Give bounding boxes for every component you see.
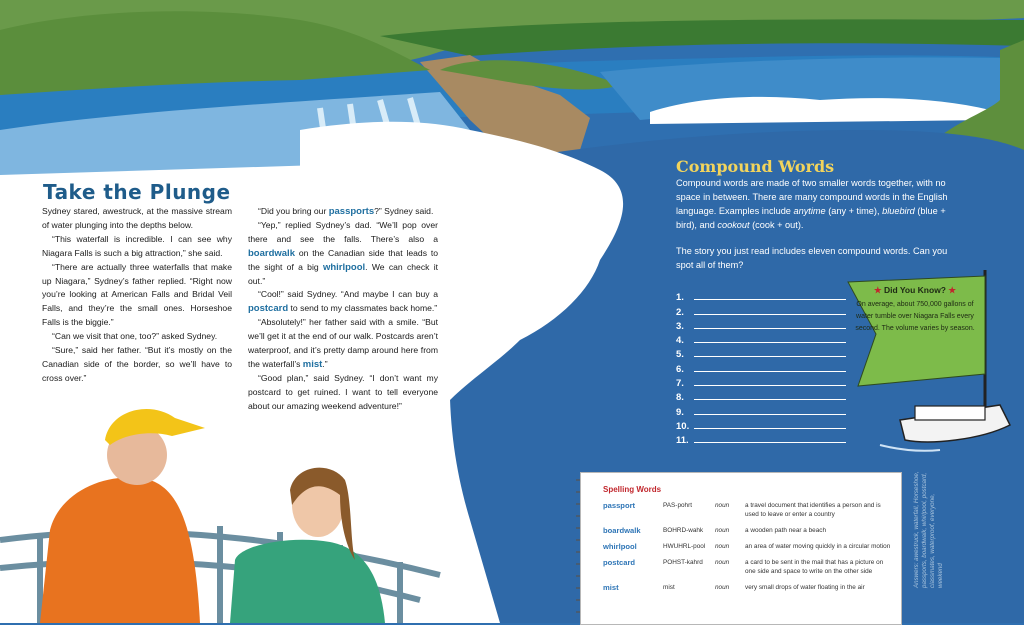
keyword-postcard: postcard: [248, 303, 289, 315]
story-paragraph: [248, 316, 438, 372]
definition: very small drops of water floating in the air: [745, 584, 865, 591]
spelling-word: mist: [603, 583, 619, 592]
story-paragraph: “Can we visit that one, too?” asked Sydney.: [52, 331, 218, 342]
spelling-row: [603, 581, 895, 597]
story-paragraph: Sydney stared, awestruck, at the massive stream of water plunging into the depths below.: [42, 206, 232, 230]
story-paragraph: [248, 288, 438, 316]
pronunciation: BOHRD-wahk: [663, 527, 704, 534]
compound-words-title: Compound Words: [676, 157, 835, 176]
text-run: on the Canadian side that leads to the sight of a big: [248, 247, 438, 272]
text-run: “Cool!” said Sydney. “And maybe I can buy a: [258, 289, 438, 300]
text-run: ?” Sydney said.: [374, 206, 434, 216]
story-paragraph: “Good plan,” said Sydney. “I don’t want my postcard to get ruined. I want to tell everyone about our amazing weekend adventure!”: [248, 372, 438, 411]
example-word: bluebird: [882, 206, 915, 216]
keyword-passports: passports: [328, 206, 375, 217]
did-you-know-heading: Did You Know?: [883, 285, 946, 295]
answer-line[interactable]: [676, 418, 846, 432]
did-you-know-text: On average, about 750,000 gallons of water tumble over Niagara Falls every second. The volume varies by season.: [855, 301, 975, 332]
definition: a card to be sent in the mail that has a picture on one side and space to write on the other side: [745, 559, 884, 575]
spelling-words-card: [580, 472, 902, 625]
spelling-table: [603, 499, 895, 597]
blank-line: [694, 398, 846, 400]
story-paragraph: [248, 219, 438, 289]
pronunciation: mist: [663, 584, 675, 591]
example-word: anytime: [793, 206, 826, 216]
blank-line: [694, 355, 846, 357]
answer-key: [903, 470, 963, 590]
answer-number: 6.: [676, 363, 684, 375]
did-you-know-box: [848, 284, 982, 335]
story-paragraph: “Sure,” said her father. “But it’s mostly on the Canadian side of the border, so we’ll have to cross over.”: [42, 345, 232, 383]
spelling-word: whirlpool: [603, 542, 637, 551]
spelling-word: postcard: [603, 558, 636, 567]
part-of-speech: noun: [715, 543, 730, 550]
text-run: (blue + bird), and: [676, 206, 946, 230]
definition: a travel document that identifies a person and is used to leave or enter a country: [745, 502, 881, 518]
pronunciation: POHST-kahrd: [663, 559, 703, 566]
story-paragraph: “There are actually three waterfalls that make up Niagara,” Sydney’s father replied. “Right now you’re looking at American Falls and Bridal Veil Falls, and they’re the small ones. Horseshoe Falls is the biggie.”: [42, 261, 232, 328]
example-word: cookout: [717, 220, 750, 230]
text-run: . We can check it out.”: [248, 261, 439, 286]
answer-number: 8.: [676, 392, 684, 404]
boat-cabin: [915, 406, 985, 420]
story-title: Take the Plunge: [43, 180, 231, 204]
blank-line: [694, 370, 846, 372]
blank-line: [694, 384, 846, 386]
compound-words-body: [676, 176, 966, 284]
pronunciation: HWUHRL-pool: [663, 543, 706, 550]
spelling-word: passport: [603, 501, 636, 510]
answer-line[interactable]: [676, 403, 846, 417]
answer-number: 1.: [676, 292, 684, 304]
spelling-title: Spelling Words: [603, 485, 662, 494]
text-run: (cook + out).: [749, 220, 804, 230]
blank-line: [694, 298, 846, 300]
text-run: to send to my classmates back home.”: [288, 303, 438, 314]
answer-line[interactable]: [676, 360, 846, 374]
answer-line[interactable]: [676, 332, 846, 346]
text-run: (any + time),: [825, 206, 883, 216]
answer-line[interactable]: [676, 346, 846, 360]
answer-number: 10.: [676, 420, 690, 432]
spelling-word: boardwalk: [603, 526, 641, 535]
part-of-speech: noun: [715, 559, 730, 566]
story-column-2: [248, 205, 438, 414]
story-paragraph: [248, 205, 438, 219]
story-column-1: [42, 205, 232, 386]
blank-line: [694, 341, 846, 343]
blank-line: [694, 413, 846, 415]
definition: an area of water moving quickly in a circular motion: [745, 543, 891, 550]
blank-line: [694, 427, 846, 429]
spelling-row: [603, 556, 895, 581]
answer-number: 11.: [676, 435, 689, 447]
star-icon: ★: [948, 285, 956, 295]
story-paragraph: “This waterfall is incredible. I can see why Niagara Falls is such a big attraction,” she said.: [42, 233, 232, 258]
definition: a wooden path near a beach: [745, 527, 827, 534]
answer-number: 3.: [676, 320, 684, 332]
answer-line[interactable]: [676, 389, 846, 403]
answer-number: 2.: [676, 306, 684, 318]
answer-number: 9.: [676, 406, 684, 418]
answer-line[interactable]: [676, 289, 846, 303]
blank-line: [694, 441, 846, 443]
star-icon: ★: [873, 285, 882, 295]
answer-number: 7.: [676, 378, 684, 390]
text-run: .”: [322, 358, 328, 369]
text-run: “Absolutely!” her father said with a smile. “But we’ll get it at the end of our walk. Postcards aren’t waterproof, and it’s pretty damp around here from the waterfall’s: [248, 317, 438, 369]
blank-line: [694, 313, 846, 315]
text-run: “Yep,” replied Sydney’s dad. “We’ll pop over there and see the falls. There’s also a: [248, 219, 438, 244]
pronunciation: PAS-pohrt: [663, 502, 693, 509]
spelling-row: [603, 499, 895, 524]
spelling-row: [603, 540, 895, 556]
blank-line: [694, 327, 846, 329]
answer-line[interactable]: [676, 375, 846, 389]
answer-line[interactable]: [676, 318, 846, 332]
answer-number: 5.: [676, 349, 684, 361]
keyword-whirlpool: whirlpool: [322, 261, 366, 273]
part-of-speech: noun: [715, 527, 730, 534]
text-run: Compound words are made of two smaller words together, with no space in between. There are many compound words in the English language. Examples include: [676, 178, 948, 216]
part-of-speech: noun: [715, 502, 730, 509]
answer-key-text: Answers: awestruck, waterfall, Horseshoe, passports, boardwalk, whirlpool, postcard, classmates, waterproof, everyone, weekend: [913, 471, 944, 588]
answer-line[interactable]: [676, 303, 846, 317]
answer-line[interactable]: [676, 432, 846, 446]
part-of-speech: noun: [715, 584, 730, 591]
text-run: “Did you bring our: [258, 206, 329, 216]
answer-lines: [676, 289, 846, 446]
answer-number: 4.: [676, 335, 684, 347]
spelling-row: [603, 524, 895, 540]
keyword-boardwalk: boardwalk: [248, 247, 295, 259]
compound-prompt: The story you just read includes eleven compound words. Can you spot all of them?: [676, 246, 948, 270]
did-you-know-title: [848, 284, 982, 296]
compound-intro: [676, 176, 966, 232]
keyword-mist: mist: [302, 358, 323, 370]
